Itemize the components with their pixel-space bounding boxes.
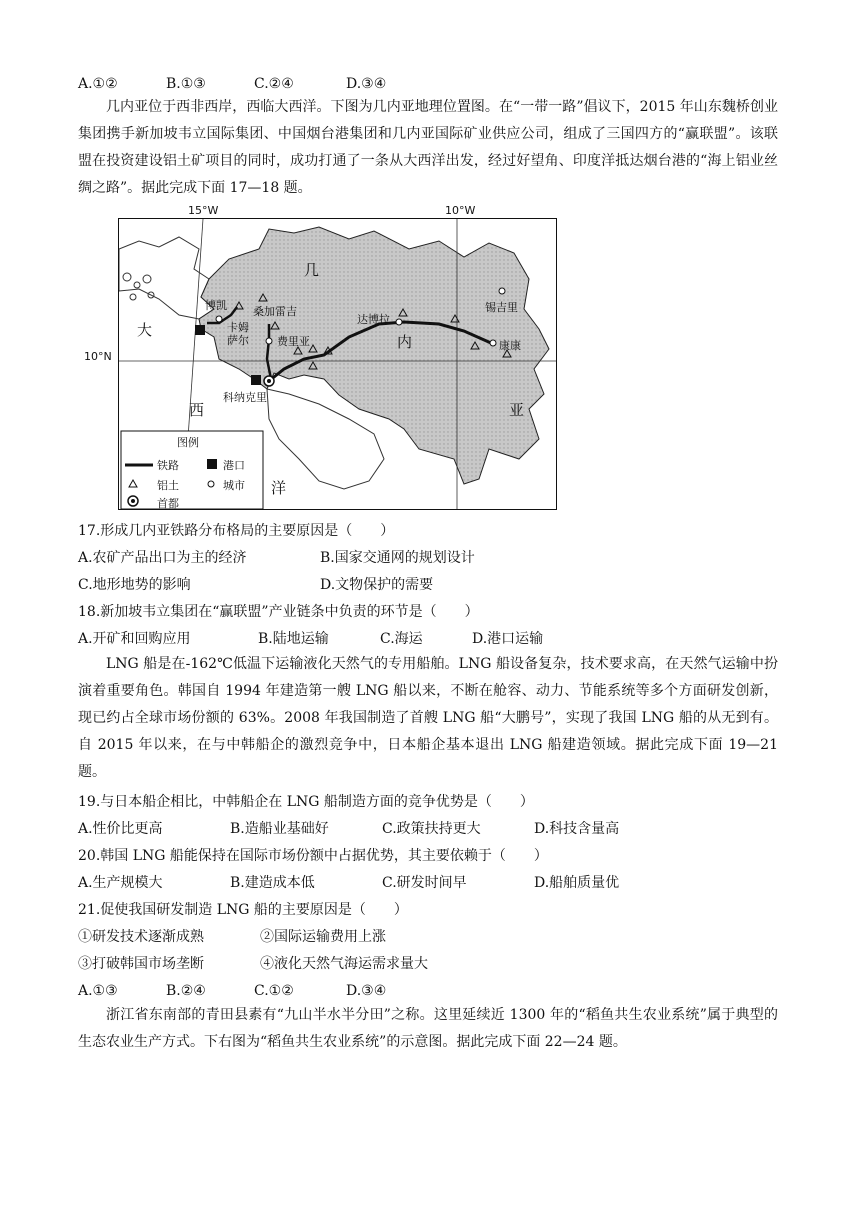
map-drawing <box>119 219 557 510</box>
map-ocean-char: 大 <box>137 321 153 339</box>
option: C.政策扶持更大 <box>382 821 481 837</box>
option: C.海运 <box>380 631 423 647</box>
option: D.③④ <box>346 983 387 999</box>
q18-stem: 18.新加坡韦立集团在“赢联盟”产业链条中负责的环节是（ ） <box>78 604 479 620</box>
option: A.生产规模大 <box>78 875 163 891</box>
map-lon-left: 15°W <box>188 204 219 217</box>
statement: ①研发技术逐渐成熟 <box>78 929 204 945</box>
option: C.研发时间早 <box>382 875 467 891</box>
map-place: 达博拉 <box>357 313 390 326</box>
q21-items-row1 <box>78 927 386 947</box>
q20-options <box>78 873 619 893</box>
option: B.造船业基础好 <box>230 821 329 837</box>
option: B.国家交通网的规划设计 <box>320 550 475 566</box>
map-lon-right: 10°W <box>445 204 476 217</box>
city-icon <box>216 316 222 322</box>
map-place: 费里亚 <box>277 335 310 348</box>
city-icon <box>266 338 272 344</box>
map-place: 科纳克里 <box>223 391 267 404</box>
port-icon <box>195 325 205 335</box>
q17-options-row1 <box>78 548 475 568</box>
legend-item: 铝土 <box>157 479 179 492</box>
q17-stem: 17.形成几内亚铁路分布格局的主要原因是（ ） <box>78 523 395 539</box>
guinea-map <box>118 218 557 510</box>
statement: ④液化天然气海运需求量大 <box>260 956 428 972</box>
option: D.科技含量高 <box>534 821 620 837</box>
map-ocean-char: 洋 <box>271 479 287 497</box>
map-country-char: 亚 <box>509 401 525 419</box>
option: A.开矿和回购应用 <box>78 631 191 647</box>
rice-fish-intro: 浙江省东南部的青田县素有“九山半水半分田”之称。这里延续近 1300 年的“稻鱼共生农业系统”属于典型的生态农业生产方式。下右图为“稻鱼共生农业系统”的示意图。据此完成下面 22—24 题。 <box>78 1007 778 1050</box>
legend-title: 图例 <box>177 436 199 449</box>
q21-items-row2 <box>78 954 428 974</box>
option: A.①② <box>78 76 118 92</box>
option: B.①③ <box>166 76 206 92</box>
option: D.③④ <box>346 76 387 92</box>
option: A.农矿产品出口为主的经济 <box>78 550 247 566</box>
map-place: 桑加雷吉 <box>253 305 297 318</box>
option: C.地形地势的影响 <box>78 577 191 593</box>
lng-intro: LNG 船是在-162℃低温下运输液化天然气的专用船舶。LNG 船设备复杂，技术要求高，在天然气运输中扮演着重要角色。韩国自 1994 年建造第一艘 LNG 船以来，不断在舱容、动力、节能系统等多个方面研发创新，现已约占全球市场份额的 63%。2008 年我国制造了首艘 LNG 船“大鹏号”，实现了我国 LNG 船的从无到有。自 2015 年以来，在与中韩船企的激烈竞争中，日本船企基本退出 LNG 船建造领域。据此完成下面 19—21 题。 <box>78 656 778 780</box>
option: C.②④ <box>254 76 294 92</box>
guinea-intro: 几内亚位于西非西岸，西临大西洋。下图为几内亚地理位置图。在“一带一路”倡议下，2015 年山东魏桥创业集团携手新加坡韦立国际集团、中国烟台港集团和几内亚国际矿业供应公司，组成了三国四方的“赢联盟”。该联盟在投资建设铝土矿项目的同时，成功打通了一条从大西洋出发，经过好望角、印度洋抵达烟台港的“海上铝业丝绸之路”。据此完成下面 17—18 题。 <box>78 99 778 196</box>
option: D.文物保护的需要 <box>320 577 434 593</box>
city-icon <box>499 288 505 294</box>
city-icon <box>396 319 402 325</box>
map-country-char: 内 <box>397 333 413 351</box>
map-place: 博凯 <box>205 299 227 312</box>
legend-item: 铁路 <box>157 459 179 472</box>
legend-item: 首都 <box>157 497 179 510</box>
statement: ②国际运输费用上涨 <box>260 929 386 945</box>
option: B.陆地运输 <box>258 631 329 647</box>
q21-options <box>78 981 386 1001</box>
map-place: 康康 <box>499 339 521 352</box>
option: B.②④ <box>166 983 206 999</box>
bissau-coast <box>119 237 214 319</box>
map-ocean-char: 西 <box>189 401 205 419</box>
map-country-char: 几 <box>304 261 320 279</box>
q20-stem: 20.韩国 LNG 船能保持在国际市场份额中占据优势，其主要依赖于（ ） <box>78 848 548 864</box>
option: D.港口运输 <box>472 631 544 647</box>
map-place: 卡姆萨尔 <box>227 321 249 347</box>
option: B.建造成本低 <box>230 875 315 891</box>
q19-options <box>78 819 619 839</box>
q16-options <box>78 74 386 94</box>
statement: ③打破韩国市场垄断 <box>78 956 204 972</box>
option: A.性价比更高 <box>78 821 163 837</box>
option: D.船舶质量优 <box>534 875 620 891</box>
map-lat: 10°N <box>84 350 112 363</box>
legend-item: 城市 <box>223 479 245 492</box>
q21-stem: 21.促使我国研发制造 LNG 船的主要原因是（ ） <box>78 902 408 918</box>
city-icon <box>490 340 496 346</box>
option: A.①③ <box>78 983 118 999</box>
map-place: 锡吉里 <box>485 301 518 314</box>
port-icon <box>251 375 261 385</box>
option: C.①② <box>254 983 294 999</box>
q17-options-row2 <box>78 575 433 595</box>
q18-options <box>78 629 543 649</box>
legend-item: 港口 <box>223 459 245 472</box>
q19-stem: 19.与日本船企相比，中韩船企在 LNG 船制造方面的竞争优势是（ ） <box>78 794 534 810</box>
